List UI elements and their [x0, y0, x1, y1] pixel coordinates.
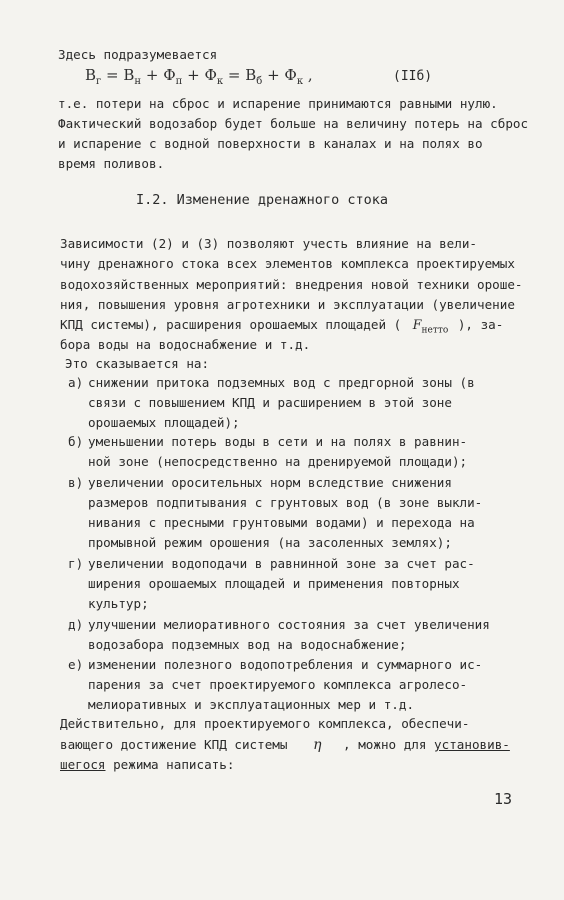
list-item-line: увеличении оросительных норм вследствие снижения [88, 475, 452, 490]
list-item-marker: г) [68, 556, 84, 571]
list-item-line: нивания с пресными грунтовыми водами) и перехода на [88, 515, 475, 530]
list-item-line: культур; [88, 596, 149, 611]
list-item-line: связи с повышением КПД и расширением в этой зоне [88, 395, 452, 410]
list-item-line: орошаемых площадей); [88, 415, 240, 430]
para2-line4: ния, повышения уровня агротехники и эксплуатации (увеличение [60, 297, 515, 312]
closing-line3: шегося режима написать: [60, 757, 235, 772]
list-item-line: улучшении мелиоративного состояния за счет увеличения [88, 617, 490, 632]
para1-line3: и испарение с водной поверхности в каналах и на полях во [58, 136, 483, 151]
list-item-line: парения за счет проектируемого комплекса агролесо- [88, 677, 468, 692]
list-item-marker: в) [68, 475, 84, 490]
section-heading: I.2. Изменение дренажного стока [136, 192, 388, 208]
list-item-line: ширения орошаемых площадей и применения повторных [88, 576, 460, 591]
para2-line2: чину дренажного стока всех элементов комплекса проектируемых [60, 256, 515, 271]
page-number: 13 [494, 790, 513, 808]
para1-line4: время поливов. [58, 156, 165, 171]
effect-intro: Это сказывается на: [65, 356, 210, 371]
list-item-line: промывной режим орошения (на засоленных землях); [88, 535, 452, 550]
para1-line1: т.е. потери на сброс и испарение принимаются равными нулю. [58, 96, 498, 111]
intro-text: Здесь подразумевается [58, 47, 218, 62]
list-item-marker: а) [68, 375, 84, 390]
list-item-marker: е) [68, 657, 84, 672]
list-item-line: ной зоне (непосредственно на дренируемой площади); [88, 454, 468, 469]
list-item-marker: б) [68, 434, 84, 449]
equation-number: (IIб) [393, 69, 433, 84]
para2-line5: КПД системы), расширения орошаемых площадей ( $F_{нетто}$ ), за- [60, 317, 504, 336]
formula-11b: $В_г = В_н + Ф_п + Ф_к = В_б + Ф_к$ , [85, 66, 313, 87]
list-item-marker: д) [68, 617, 84, 632]
list-item-line: размеров подпитывания с грунтовых вод (в зоне выкли- [88, 495, 483, 510]
para2-line3: водохозяйственных мероприятий: внедрения новой техники ороше- [60, 277, 523, 292]
para2-line1: Зависимости (2) и (3) позволяют учесть влияние на вели- [60, 236, 478, 251]
para1-line2: Фактический водозабор будет больше на величину потерь на сброс [58, 116, 529, 131]
closing-line1: Действительно, для проектируемого комплекса, обеспечи- [60, 716, 470, 731]
closing-line2: вающего достижение КПД системы η , можно для установив- [60, 737, 510, 753]
list-item-line: водозабора подземных вод на водоснабжение; [88, 637, 407, 652]
list-item-line: уменьшении потерь воды в сети и на полях в равнин- [88, 434, 468, 449]
para2-line6: бора воды на водоснабжение и т.д. [60, 337, 311, 352]
list-item-line: снижении притока подземных вод с предгорной зоны (в [88, 375, 475, 390]
list-item-line: увеличении водоподачи в равнинной зоне за счет рас- [88, 556, 475, 571]
list-item-line: мелиоративных и эксплуатационных мер и т.д. [88, 697, 415, 712]
list-item-line: изменении полезного водопотребления и суммарного ис- [88, 657, 483, 672]
